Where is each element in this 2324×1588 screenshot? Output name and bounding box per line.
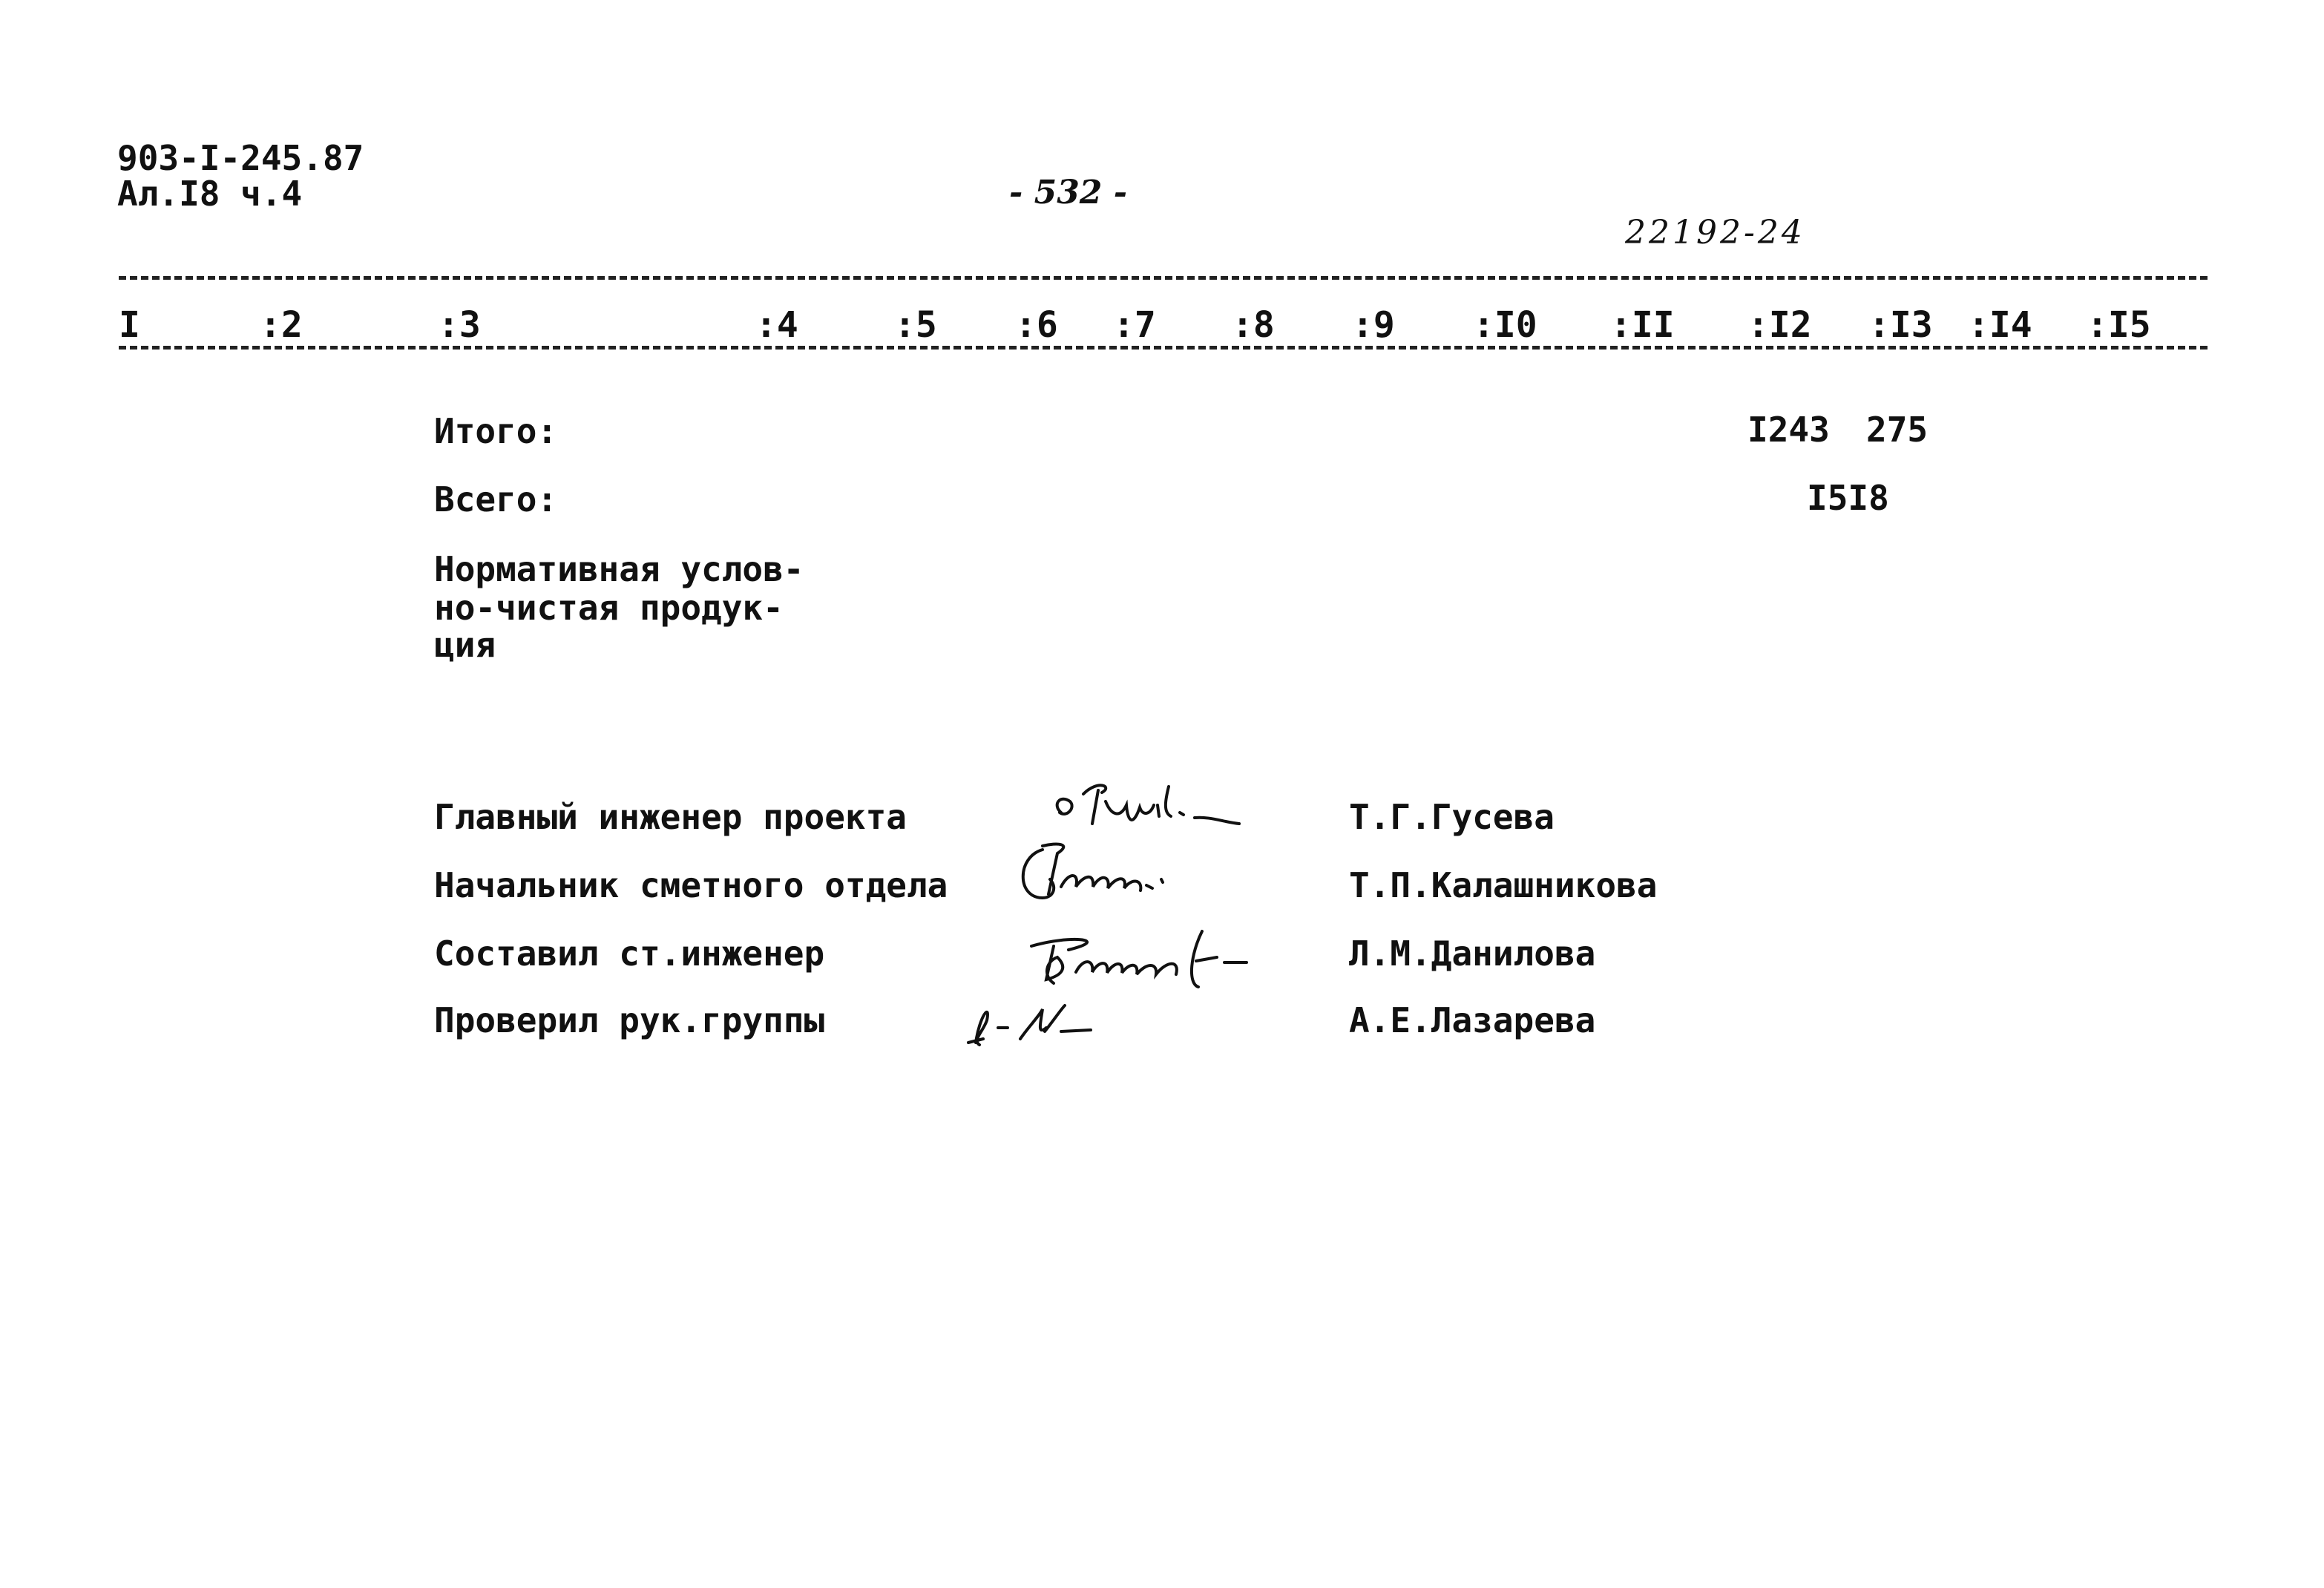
signature-role: Проверил рук.группы xyxy=(434,1000,825,1040)
header-bottom-rule xyxy=(119,346,2208,350)
column-number: :7 xyxy=(1113,304,1156,346)
itogo-col12-value: I243 xyxy=(1747,410,1830,450)
column-number: :4 xyxy=(755,304,798,346)
handwritten-signature-1 xyxy=(1046,772,1254,839)
signature-name: Т.П.Калашникова xyxy=(1349,865,1658,905)
signature-name: Т.Г.Гусева xyxy=(1349,797,1555,837)
doc-code: 903-I-245.87 xyxy=(117,138,364,178)
page-number: - 532 - xyxy=(1009,174,1128,211)
vsego-label: Всего: xyxy=(434,479,558,519)
handwritten-signature-4 xyxy=(957,987,1150,1054)
itogo-col13-value: 275 xyxy=(1866,410,1929,450)
handwritten-signature-3 xyxy=(1024,916,1276,998)
vsego-value: I5I8 xyxy=(1807,478,1889,518)
signature-name: Л.М.Данилова xyxy=(1349,934,1596,974)
signature-name: А.Е.Лазарева xyxy=(1349,1000,1596,1040)
inventory-number: 22192-24 xyxy=(1625,214,1805,252)
normative-label-line2: но-чистая продук- xyxy=(434,588,784,628)
column-number: I xyxy=(119,304,140,346)
signature-role: Начальник сметного отдела xyxy=(434,865,948,905)
column-number: :9 xyxy=(1352,304,1395,346)
header-top-rule xyxy=(119,276,2208,280)
column-number: :6 xyxy=(1015,304,1058,346)
itogo-label: Итого: xyxy=(434,411,558,451)
handwritten-signature-2 xyxy=(1013,835,1206,909)
album-info: Ал.I8 ч.4 xyxy=(117,174,303,214)
column-number: :3 xyxy=(438,304,481,346)
column-number: :I5 xyxy=(2087,304,2151,346)
column-number: :5 xyxy=(894,304,937,346)
column-number: :I0 xyxy=(1473,304,1537,346)
normative-label-line1: Нормативная услов- xyxy=(434,549,804,589)
column-number: :I2 xyxy=(1747,304,1812,346)
signature-role: Составил ст.инженер xyxy=(434,934,825,974)
signature-role: Главный инженер проекта xyxy=(434,797,907,837)
normative-label-line3: ция xyxy=(434,625,496,665)
column-number: :8 xyxy=(1232,304,1275,346)
column-number: :I4 xyxy=(1968,304,2032,346)
column-number: :2 xyxy=(260,304,303,346)
column-number: :I3 xyxy=(1868,304,1933,346)
column-number: :II xyxy=(1610,304,1675,346)
